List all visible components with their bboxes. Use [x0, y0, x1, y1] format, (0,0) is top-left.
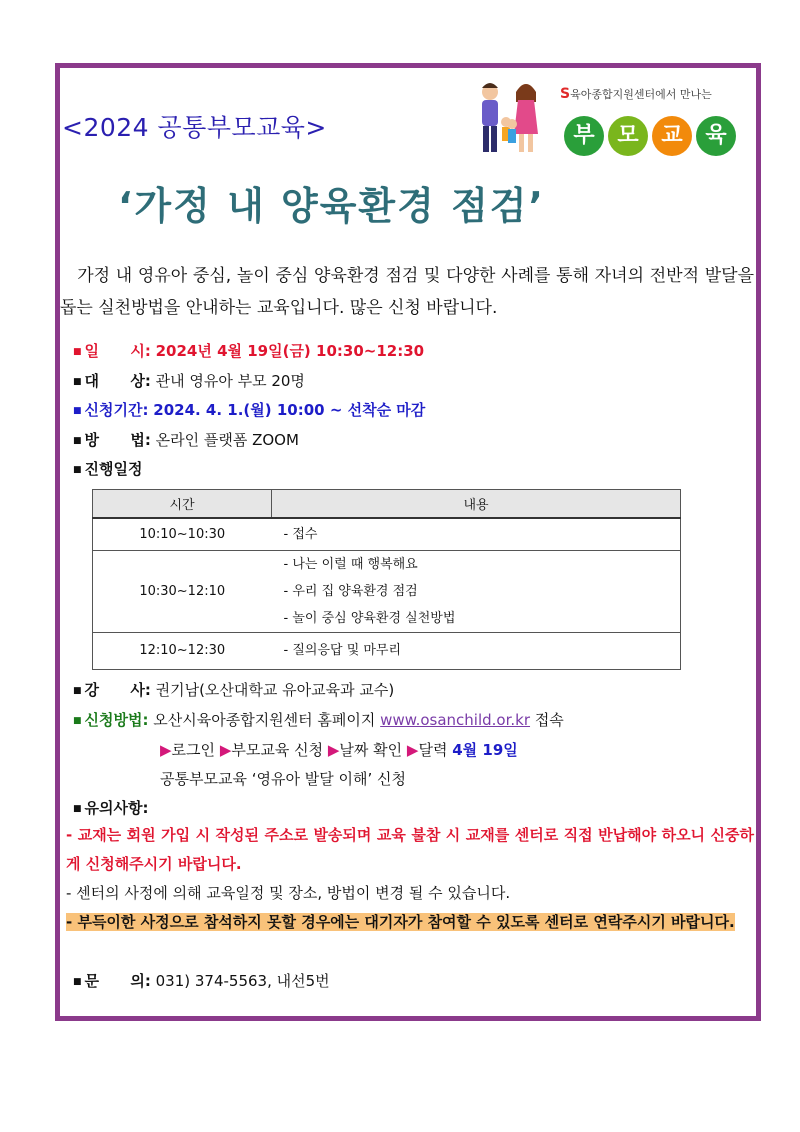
main-title: ‘가정 내 양육환경 점검’: [118, 184, 545, 228]
bullet-icon: ■: [73, 377, 82, 387]
logo-badges: [564, 116, 740, 156]
contact-value: 031) 374-5563, 내선5번: [155, 972, 330, 990]
row-time: 10:10~10:30: [93, 518, 272, 550]
homepage-link[interactable]: www.osanchild.or.kr: [380, 711, 531, 729]
bullet-icon: ■: [73, 977, 82, 987]
row-item: - 접수: [283, 526, 318, 542]
schedule-heading: [73, 458, 142, 479]
logo-badge: 모: [608, 116, 648, 156]
method-value: 온라인 플랫폼 ZOOM: [155, 431, 299, 449]
method-row: [73, 429, 299, 450]
logo-badge: 육: [696, 116, 736, 156]
note-item-3: [66, 908, 754, 937]
contact-label: 문 의:: [84, 972, 151, 990]
family-illustration-icon: [468, 78, 548, 158]
logo: [468, 78, 744, 158]
apply-text-after: 접속: [534, 711, 564, 729]
lecturer-row: [73, 679, 394, 700]
target-value: 관내 영유아 부모 20명: [155, 372, 305, 390]
notes-heading: [73, 797, 148, 818]
note-item-3-text: - 부득이한 사정으로 참석하지 못할 경우에는 대기자가 참여할 수 있도록 센터로 연락주시기 바랍니다.: [66, 913, 735, 931]
bullet-icon: ■: [73, 716, 82, 726]
note-item-2: - 센터의 사정에 의해 교육일정 및 장소, 방법이 변경 될 수 있습니다.: [66, 884, 511, 902]
header-content: 내용: [272, 490, 681, 519]
bullet-icon: ■: [73, 804, 82, 814]
lecturer-value: 권기남(오산대학교 유아교육과 교수): [155, 681, 395, 699]
intro-text: 가정 내 영유아 중심, 놀이 중심 양육환경 점검 및 다양한 사례를 통해 자녀의 전반적 발달을 돕는 실천방법을 안내하는 교육입니다. 많은 신청 바랍니다.: [60, 266, 755, 318]
date-value: 2024년 4월 19일(금) 10:30~12:30: [155, 342, 425, 360]
course-line: 공통부모교육 ‘영유아 발달 이해’ 신청: [160, 770, 406, 788]
row-item: - 놀이 중심 양육환경 실천방법: [283, 610, 456, 626]
table-row: [93, 632, 681, 669]
bullet-icon: ■: [73, 406, 82, 416]
apply-row: [73, 709, 564, 730]
date-label: 일 시:: [84, 342, 151, 360]
apply-label: 신청방법:: [84, 711, 149, 729]
table-row: [93, 518, 681, 550]
step-date: 날짜 확인: [339, 741, 403, 759]
header-title: <2024 공통부모교육>: [62, 113, 327, 142]
method-label: 방 법:: [84, 431, 151, 449]
target-row: [73, 370, 305, 391]
logo-caption: 육아종합지원센터에서 만나는: [570, 88, 712, 101]
logo-badge: 교: [652, 116, 692, 156]
step-course: 부모교육 신청: [231, 741, 324, 759]
bullet-icon: ■: [73, 465, 82, 475]
apply-period-row: [73, 399, 425, 420]
logo-badge: 부: [564, 116, 604, 156]
apply-period-label: 신청기간:: [84, 401, 149, 419]
contact-row: [73, 970, 330, 991]
row-content: [272, 518, 681, 550]
row-time: 10:30~12:10: [93, 550, 272, 632]
apply-text: 오산시육아종합지원센터 홈페이지: [153, 711, 376, 729]
note-item-1: - 교재는 회원 가입 시 작성된 주소로 발송되며 교육 불참 시 교재를 센터로 직접 반납해야 하오니 신중하게 신청해주시기 바랍니다.: [66, 826, 754, 873]
arrow-right-icon: ▶: [406, 741, 419, 759]
arrow-right-icon: ▶: [160, 741, 172, 759]
row-content: [272, 632, 681, 669]
lecturer-label: 강 사:: [84, 681, 151, 699]
bullet-icon: ■: [73, 436, 82, 446]
table-row: [93, 550, 681, 632]
notes-label: 유의사항:: [84, 799, 149, 817]
header-time: 시간: [93, 490, 272, 519]
row-item: - 질의응답 및 마무리: [283, 643, 402, 658]
row-item: - 우리 집 양육환경 점검: [283, 583, 418, 599]
row-content: [272, 550, 681, 632]
arrow-right-icon: ▶: [327, 741, 340, 759]
table-header-row: [93, 490, 681, 519]
date-highlight: 4월 19일: [452, 741, 518, 759]
intro-paragraph: [60, 260, 754, 324]
row-item: - 나는 이럴 때 행복해요: [283, 556, 418, 572]
apply-steps: [160, 739, 518, 760]
bullet-icon: ■: [73, 686, 82, 696]
row-time: 12:10~12:30: [93, 632, 272, 669]
bullet-icon: ■: [73, 347, 82, 357]
apply-period-value: 2024. 4. 1.(월) 10:00 ~ 선착순 마감: [153, 401, 426, 419]
schedule-label: 진행일정: [84, 460, 143, 478]
step-calendar: 달력: [418, 741, 448, 759]
step-login: 로그인: [171, 741, 216, 759]
center-logo-icon: S: [560, 86, 571, 102]
schedule-table: [92, 489, 681, 670]
date-row: [73, 340, 424, 361]
target-label: 대 상:: [84, 372, 151, 390]
arrow-right-icon: ▶: [219, 741, 232, 759]
